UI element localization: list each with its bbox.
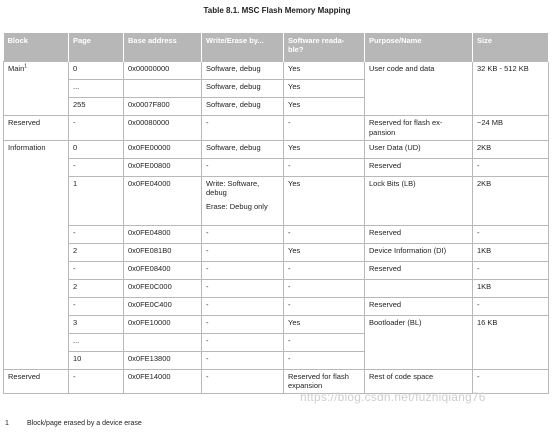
write-erase-cell: - bbox=[202, 333, 284, 351]
size-cell: - bbox=[473, 297, 549, 315]
page-cell: ... bbox=[69, 80, 124, 98]
write-erase-cell: - bbox=[202, 351, 284, 369]
software-readable-cell: Yes bbox=[284, 315, 365, 333]
purpose-cell: Rest of code space bbox=[365, 369, 473, 394]
base-address-cell bbox=[124, 333, 202, 351]
size-cell: - bbox=[473, 261, 549, 279]
write-erase-line3: Erase: Debug only bbox=[206, 202, 268, 211]
page-cell: 0 bbox=[69, 140, 124, 158]
footnote bbox=[5, 420, 142, 427]
table-header-row bbox=[4, 33, 549, 62]
table-row bbox=[4, 176, 549, 225]
base-address-cell: 0x0FE0C400 bbox=[124, 297, 202, 315]
page-cell: 1 bbox=[69, 176, 124, 225]
table-row bbox=[4, 62, 549, 80]
size-cell: - bbox=[473, 225, 549, 243]
software-readable-cell: - bbox=[284, 351, 365, 369]
size-cell: 1KB bbox=[473, 243, 549, 261]
software-readable-cell: - bbox=[284, 225, 365, 243]
base-address-cell: 0x0FE13800 bbox=[124, 351, 202, 369]
block-cell-main bbox=[4, 62, 69, 116]
software-readable-cell: - bbox=[284, 333, 365, 351]
write-erase-cell: Software, debug bbox=[202, 62, 284, 80]
page-cell: 2 bbox=[69, 243, 124, 261]
block-label: Main bbox=[8, 64, 25, 73]
table-row bbox=[4, 261, 549, 279]
software-readable-cell: Yes bbox=[284, 98, 365, 116]
page-cell: - bbox=[69, 369, 124, 394]
size-cell: - bbox=[473, 369, 549, 394]
table-title: Table 8.1. MSC Flash Memory Mapping bbox=[203, 6, 351, 15]
base-address-cell: 0x0007F800 bbox=[124, 98, 202, 116]
purpose-cell bbox=[365, 116, 473, 141]
software-readable-cell: - bbox=[284, 297, 365, 315]
header-base-address: Base address bbox=[124, 33, 202, 62]
block-cell-reserved: Reserved bbox=[4, 116, 69, 141]
base-address-cell: 0x0FE00800 bbox=[124, 158, 202, 176]
size-cell: 1KB bbox=[473, 279, 549, 297]
base-address-cell: 0x0FE04800 bbox=[124, 225, 202, 243]
purpose-line1: Reserved for flash ex- bbox=[369, 118, 443, 127]
write-erase-cell: Software, debug bbox=[202, 80, 284, 98]
base-address-cell: 0x0FE08400 bbox=[124, 261, 202, 279]
page-cell: - bbox=[69, 261, 124, 279]
flash-memory-table bbox=[3, 33, 549, 394]
table-row bbox=[4, 315, 549, 333]
header-block: Block bbox=[4, 33, 69, 62]
table-row bbox=[4, 225, 549, 243]
size-cell: 16 KB bbox=[473, 315, 549, 369]
purpose-cell: User code and data bbox=[365, 62, 473, 116]
page-cell: - bbox=[69, 116, 124, 141]
purpose-cell: Reserved bbox=[365, 225, 473, 243]
software-readable-cell: - bbox=[284, 279, 365, 297]
purpose-cell: Device Information (DI) bbox=[365, 243, 473, 261]
header-purpose-name: Purpose/Name bbox=[365, 33, 473, 62]
purpose-cell: Reserved bbox=[365, 297, 473, 315]
write-erase-cell: - bbox=[202, 225, 284, 243]
base-address-cell: 0x0FE0C000 bbox=[124, 279, 202, 297]
footnote-text: Block/page erased by a device erase bbox=[27, 420, 142, 427]
software-readable-cell: - bbox=[284, 116, 365, 141]
table-row bbox=[4, 140, 549, 158]
write-erase-cell: Software, debug bbox=[202, 140, 284, 158]
footnote-marker: 1 bbox=[24, 63, 28, 70]
purpose-cell: User Data (UD) bbox=[365, 140, 473, 158]
software-readable-cell: Yes bbox=[284, 243, 365, 261]
base-address-cell: 0x0FE081B0 bbox=[124, 243, 202, 261]
header-software-readable-line2: ble? bbox=[288, 45, 304, 55]
write-erase-cell: - bbox=[202, 261, 284, 279]
write-erase-cell: - bbox=[202, 158, 284, 176]
write-erase-line2: debug bbox=[206, 188, 227, 198]
base-address-cell: 0x0FE10000 bbox=[124, 315, 202, 333]
write-erase-cell: - bbox=[202, 243, 284, 261]
table-row bbox=[4, 279, 549, 297]
purpose-cell bbox=[365, 279, 473, 297]
base-address-cell: 0x00000000 bbox=[124, 62, 202, 80]
base-address-cell: 0x0FE00000 bbox=[124, 140, 202, 158]
base-address-cell: 0x00080000 bbox=[124, 116, 202, 141]
software-readable-cell: - bbox=[284, 261, 365, 279]
page-cell: ... bbox=[69, 333, 124, 351]
software-readable-line2: expansion bbox=[288, 381, 323, 391]
table-row bbox=[4, 243, 549, 261]
base-address-cell: 0x0FE14000 bbox=[124, 369, 202, 394]
purpose-cell: Reserved bbox=[365, 158, 473, 176]
write-erase-cell: - bbox=[202, 297, 284, 315]
write-erase-line1: Write: Software, bbox=[206, 178, 260, 188]
block-cell-reserved: Reserved bbox=[4, 369, 69, 394]
write-erase-cell: - bbox=[202, 369, 284, 394]
write-erase-cell bbox=[202, 176, 284, 225]
block-cell-information: Information bbox=[4, 140, 69, 369]
software-readable-cell: Yes bbox=[284, 140, 365, 158]
write-erase-cell: - bbox=[202, 116, 284, 141]
size-cell: 32 KB - 512 KB bbox=[473, 62, 549, 116]
watermark-url: https://blog.csdn.net/fuzhiqiang76 bbox=[300, 390, 486, 404]
header-software-readable bbox=[284, 33, 365, 62]
software-readable-cell: Yes bbox=[284, 62, 365, 80]
page-cell: 2 bbox=[69, 279, 124, 297]
purpose-line2: pansion bbox=[369, 127, 396, 137]
purpose-cell: Reserved bbox=[365, 261, 473, 279]
page-cell: 255 bbox=[69, 98, 124, 116]
header-software-readable-line1: Software reada- bbox=[288, 36, 345, 45]
page-cell: 3 bbox=[69, 315, 124, 333]
header-size: Size bbox=[473, 33, 549, 62]
purpose-cell: Lock Bits (LB) bbox=[365, 176, 473, 225]
table-row bbox=[4, 158, 549, 176]
header-write-erase: Write/Erase by... bbox=[202, 33, 284, 62]
software-readable-cell: Yes bbox=[284, 80, 365, 98]
size-cell: ~24 MB bbox=[473, 116, 549, 141]
page-cell: 0 bbox=[69, 62, 124, 80]
page-cell: - bbox=[69, 158, 124, 176]
write-erase-cell: - bbox=[202, 279, 284, 297]
write-erase-cell: Software, debug bbox=[202, 98, 284, 116]
header-page: Page bbox=[69, 33, 124, 62]
software-readable-line1: Reserved for flash bbox=[288, 371, 349, 381]
page-cell: - bbox=[69, 297, 124, 315]
size-cell: - bbox=[473, 158, 549, 176]
purpose-cell: Bootloader (BL) bbox=[365, 315, 473, 369]
table-row bbox=[4, 116, 549, 141]
size-cell: 2KB bbox=[473, 176, 549, 225]
software-readable-cell: Yes bbox=[284, 176, 365, 225]
footnote-number: 1 bbox=[5, 420, 9, 427]
base-address-cell bbox=[124, 80, 202, 98]
page-cell: - bbox=[69, 225, 124, 243]
write-erase-cell: - bbox=[202, 315, 284, 333]
size-cell: 2KB bbox=[473, 140, 549, 158]
software-readable-cell: - bbox=[284, 158, 365, 176]
base-address-cell: 0x0FE04000 bbox=[124, 176, 202, 225]
table-row bbox=[4, 297, 549, 315]
page-cell: 10 bbox=[69, 351, 124, 369]
